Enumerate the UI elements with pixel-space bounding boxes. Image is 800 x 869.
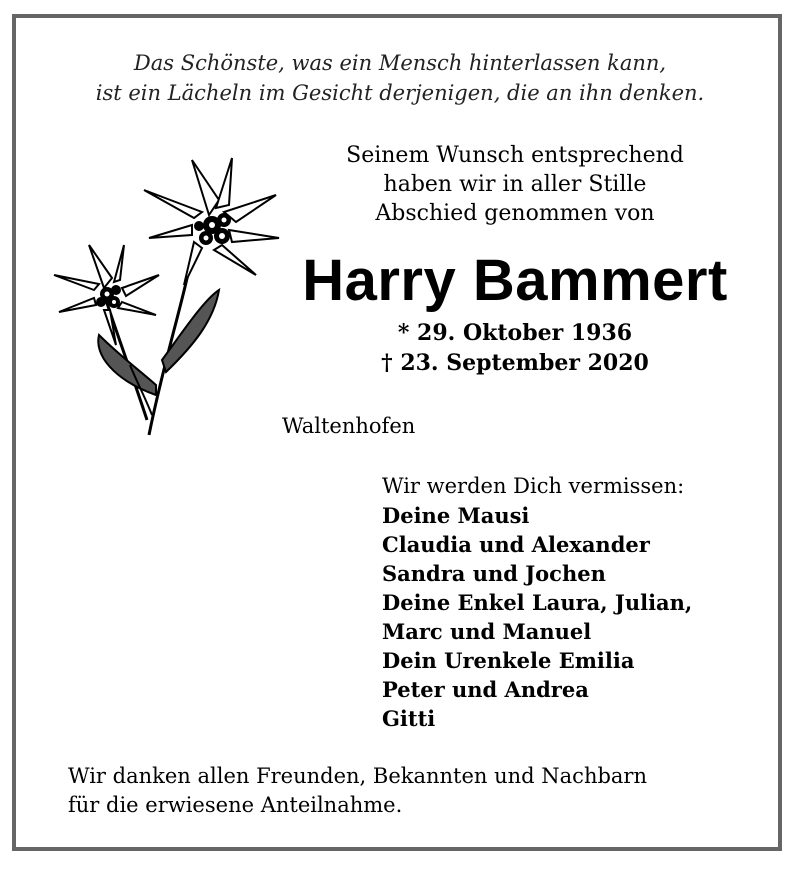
intro [290,141,740,228]
quote [30,48,770,108]
thanks-line-1: Wir danken allen Freunden, Bekannten und Nachbarn [68,764,647,788]
mourner-item: Gitti [382,706,436,731]
mourner-item: Deine Enkel Laura, Julian, [382,590,693,615]
deceased-name: Harry Bammert [302,248,728,313]
thanks-line-2: für die erwiesene Anteilnahme. [68,793,403,817]
mourner-item: Deine Mausi [382,503,530,528]
edelweiss-icon [44,150,284,440]
mourner-item: Peter und Andrea [382,677,589,702]
life-dates [290,318,740,378]
quote-line-2: ist ein Lächeln im Gesicht derjenigen, die an ihn denken. [95,81,705,105]
death-date: † 23. September 2020 [381,350,649,376]
quote-line-1: Das Schönste, was ein Mensch hinterlassen kann, [133,51,667,75]
thanks [68,762,647,820]
place: Waltenhofen [282,414,416,438]
intro-line-3: Abschied genommen von [375,201,655,226]
birth-date: * 29. Oktober 1936 [397,320,633,346]
mourners-lead: Wir werden Dich vermissen: [382,474,685,498]
mourners [382,472,692,733]
mourner-item: Marc und Manuel [382,619,592,644]
mourner-item: Claudia und Alexander [382,532,650,557]
intro-line-2: haben wir in aller Stille [383,172,647,197]
mourner-item: Dein Urenkele Emilia [382,648,635,673]
mourner-item: Sandra und Jochen [382,561,606,586]
intro-line-1: Seinem Wunsch entsprechend [346,143,684,168]
